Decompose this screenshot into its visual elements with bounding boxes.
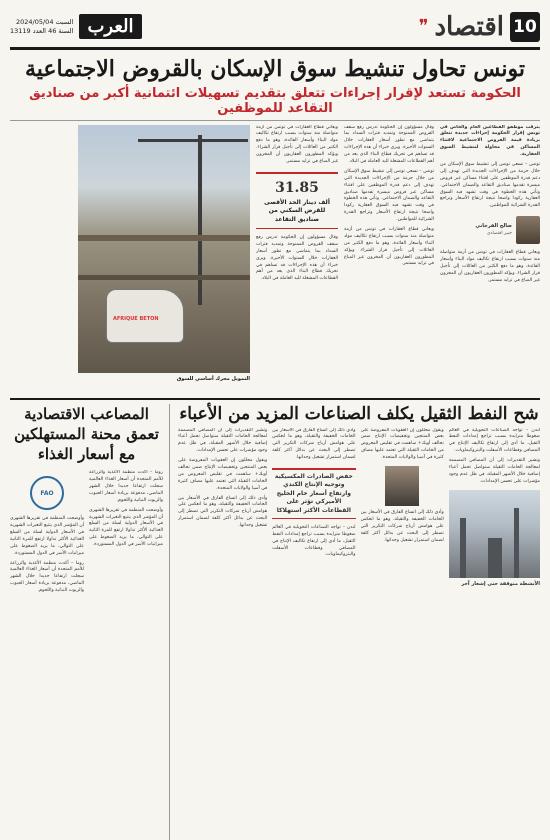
- second-story: [178, 404, 540, 840]
- page-number: 10: [510, 12, 540, 42]
- second-text-1: لندن – تواجه الصناعات التحويلية في العالم ضغوطا متزايدة بسبب تراجع إمدادات النفط الثقيل، ما أدى إلى ارتفاع تكاليف الإنتاج في المصافي وقطاعات الأسفلت والبتروكيماويات.: [449, 428, 540, 456]
- second-text-3b: لندن – تواجه الصناعات التحويلية في العالم ضغوطا متزايدة بسبب تراجع إمدادات النفط الثقيل، ما أدى إلى ارتفاع تكاليف الإنتاج في المصافي وقطاعات الأسفلت والبتروكيماويات.: [272, 525, 355, 559]
- second-column-2: [361, 428, 444, 828]
- crane-arm: [138, 139, 248, 142]
- author-box: [440, 216, 540, 244]
- analyst-photo: [385, 466, 419, 506]
- lead-intro: يترقب موظفو القطاعين العام والخاص في تونس إقرار الحكومة إجراءات جديدة تتعلق بزيادة قيمة القروض الاجتماعية لاقتناء المساكن في محاولة لتنشيط السوق العقارية.: [440, 125, 540, 159]
- section-header: [419, 12, 540, 42]
- side-text-1b: وأوضحت المنظمة في تقريرها الشهري أن المؤشر الذي يتتبع التغيرات الشهرية في الأسعار الدولية لسلة من السلع الغذائية الأكثر تداولا ارتفع للمرة الثانية على التوالي، ما يزيد الضغوط على ميزانيات الأسر في الدول المستوردة.: [89, 508, 163, 549]
- second-story-body: [178, 428, 540, 828]
- author-role: خبير اقتصادي: [475, 231, 512, 238]
- side-column-2: [10, 470, 84, 840]
- section-divider: [10, 398, 540, 400]
- chimney: [460, 518, 466, 578]
- second-text-3: وأدى ذلك إلى اتساع الفارق في الأسعار بين الخامات الخفيفة والثقيلة، وهو ما انعكس على هوامش أرباح شركات التكرير التي تضطر إلى البحث عن بدائل أكثر كلفة لضمان استمرار تشغيل وحداتها.: [272, 428, 355, 462]
- side-text-2b: روما – أكدت منظمة الأغذية والزراعة للأمم المتحدة أن أسعار الغذاء العالمية سجلت ارتفاعا جديدا خلال الشهر الماضي، مدفوعة بزيادة أسعار الحبوب والزيوت النباتية واللحوم.: [10, 561, 84, 595]
- quote-number: 31.85: [258, 178, 336, 199]
- lead-story-body: [10, 125, 540, 390]
- lead-text-1b: ويعاني قطاع العقارات في تونس من أزمة متواصلة منذ سنوات بسبب ارتفاع تكاليف مواد البناء وأسعار الفائدة، وهو ما دفع الكثير من العائلات إلى تأجيل قرار الشراء. ويؤكد المطورون العقاريون أن المخزون غير المباع في تزايد مستمر.: [440, 250, 540, 284]
- lead-text-1: تونس – تسعى تونس إلى تنشيط سوق الإسكان من خلال حزمة من الإجراءات الجديدة التي تهدف إلى دعم قدرة الموظفين على اقتناء مساكن عبر قروض ميسرة تقدمها صناديق التقاعد والضمان الاجتماعي. وتأتي هذه الخطوة في وقت تشهد فيه السوق العقارية ركودا واضحا نتيجة ارتفاع الأسعار وتراجع القدرة الشرائية للمواطنين.: [440, 162, 540, 210]
- second-text-4: وتشير التقديرات إلى أن المصافي المصممة لمعالجة الخامات الثقيلة ستواصل تحمل أعباء إضافية خلال الأشهر المقبلة، في ظل عدم وجود مؤشرات على تحسن الإمدادات.: [178, 428, 267, 456]
- side-text-2: وأوضحت المنظمة في تقريرها الشهري أن المؤشر الذي يتتبع التغيرات الشهرية في الأسعار الدولية لسلة من السلع الغذائية الأكثر تداولا ارتفع للمرة الثانية على التوالي، ما يزيد الضغوط على ميزانيات الأسر في الدول المستوردة.: [10, 516, 84, 557]
- side-text-1: روما – أكدت منظمة الأغذية والزراعة للأمم المتحدة أن أسعار الغذاء العالمية سجلت ارتفاعا جديدا خلال الشهر الماضي، مدفوعة بزيادة أسعار الحبوب والزيوت النباتية واللحوم.: [89, 470, 163, 504]
- side-story: [10, 404, 170, 840]
- lead-subheadline: الحكومة تستعد لإقرار إجراءات تتعلق بتقديم تسهيلات ائتمانية أكبر من صناديق التقاعد للموظفين: [10, 86, 540, 121]
- side-headline: المصاعب الاقتصادية تعمق محنة المستهلكين مع أسعار الغذاء: [10, 404, 163, 465]
- construction-photo: [78, 125, 250, 373]
- masthead: [10, 6, 540, 50]
- tank: [488, 538, 502, 578]
- refinery-photo: [449, 490, 540, 578]
- second-column-3: [272, 428, 355, 828]
- second-headline: شح النفط الثقيل يكلف الصناعات المزيد من الأعباء: [178, 404, 540, 424]
- quote-box: [256, 172, 338, 229]
- second-text-2: ويقول محللون إن العقوبات المفروضة على بعض المنتجين وتخفيضات الإنتاج ضمن تحالف أوبك+ ساهمت في تقليص المعروض من الخامات الثقيلة التي تعتمد عليها مصاف كثيرة في آسيا والولايات المتحدة.: [361, 428, 444, 462]
- issue-info: [10, 18, 73, 35]
- lead-photo-caption: التمويل محرك أساسي للسوق: [78, 376, 250, 382]
- second-text-2b: وأدى ذلك إلى اتساع الفارق في الأسعار بين الخامات الخفيفة والثقيلة، وهو ما انعكس على هوامش أرباح شركات التكرير التي تضطر إلى البحث عن بدائل أكثر كلفة لضمان استمرار تشغيل وحداتها.: [361, 510, 444, 544]
- side-story-body: [10, 470, 163, 840]
- author-avatar: [516, 216, 540, 244]
- second-column-4: [178, 428, 267, 828]
- second-text-4c: وأدى ذلك إلى اتساع الفارق في الأسعار بين الخامات الخفيفة والثقيلة، وهو ما انعكس على هوامش أرباح شركات التكرير التي تضطر إلى البحث عن بدائل أكثر كلفة لضمان استمرار تشغيل وحداتها.: [178, 496, 267, 530]
- quote-mark-icon: ❞: [419, 16, 429, 37]
- section-title: اقتصاد: [434, 12, 504, 42]
- quote-text: ألف دينار الحد الأقصى للقرض السكني من صناديق التقاعد: [258, 199, 336, 224]
- lead-headline: تونس تحاول تنشيط سوق الإسكان بالقروض الاجتماعية: [10, 56, 540, 84]
- second-text-4b: ويقول محللون إن العقوبات المفروضة على بعض المنتجين وتخفيضات الإنتاج ضمن تحالف أوبك+ ساهمت في تقليص المعروض من الخامات الثقيلة التي تعتمد عليها مصاف كثيرة في آسيا والولايات المتحدة.: [178, 458, 267, 492]
- lead-column-2: [344, 125, 434, 390]
- second-text-1b: وتشير التقديرات إلى أن المصافي المصممة لمعالجة الخامات الثقيلة ستواصل تحمل أعباء إضافية خلال الأشهر المقبلة، في ظل عدم وجود مؤشرات على تحسن الإمدادات.: [449, 458, 540, 486]
- scaffold-beam-2: [78, 275, 250, 280]
- side-column-1: [89, 470, 163, 840]
- truck-label: AFRIQUE BETON: [113, 316, 159, 322]
- issue-number: السنة 46 العدد 13119: [10, 27, 73, 35]
- lead-text-2c: ويعاني قطاع العقارات في تونس من أزمة متواصلة منذ سنوات بسبب ارتفاع تكاليف مواد البناء وأسعار الفائدة، وهو ما دفع الكثير من العائلات إلى تأجيل قرار الشراء. ويؤكد المطورون العقاريون أن المخزون غير المباع في تزايد مستمر.: [344, 227, 434, 268]
- brand: [10, 14, 142, 39]
- lead-text-3b: وقال مسؤولون إن الحكومة تدرس رفع سقف القروض الممنوحة وتمديد فترات السداد بما يتماشى مع تطور أسعار العقارات خلال السنوات الأخيرة. ويرى خبراء أن هذه الإجراءات قد تساهم في تحريك قطاع البناء الذي يعد من أهم القطاعات المشغلة لليد العاملة في البلاد.: [256, 235, 338, 283]
- second-photo-caption: الأنشطة متوقفة حتى إشعار آخر: [449, 581, 540, 589]
- lower-section: [10, 404, 540, 840]
- newspaper-logo: العرب: [79, 14, 141, 39]
- author-name: صالح الفرجاني: [475, 223, 512, 231]
- concrete-truck: [106, 289, 184, 343]
- lead-text-2b: تونس – تسعى تونس إلى تنشيط سوق الإسكان من خلال حزمة من الإجراءات الجديدة التي تهدف إلى دعم قدرة الموظفين على اقتناء مساكن عبر قروض ميسرة تقدمها صناديق التقاعد والضمان الاجتماعي. وتأتي هذه الخطوة في وقت تشهد فيه السوق العقارية ركودا واضحا نتيجة ارتفاع الأسعار وتراجع القدرة الشرائية للمواطنين.: [344, 169, 434, 224]
- lead-column-3: [256, 125, 338, 390]
- fao-logo-icon: FAO: [30, 476, 64, 510]
- lead-text-3: ويعاني قطاع العقارات في تونس من أزمة متواصلة منذ سنوات بسبب ارتفاع تكاليف مواد البناء وأسعار الفائدة، وهو ما دفع الكثير من العائلات إلى تأجيل قرار الشراء. ويؤكد المطورون العقاريون أن المخزون غير المباع في تزايد مستمر.: [256, 125, 338, 166]
- lead-text-2: وقال مسؤولون إن الحكومة تدرس رفع سقف القروض الممنوحة وتمديد فترات السداد بما يتماشى مع تطور أسعار العقارات خلال السنوات الأخيرة. ويرى خبراء أن هذه الإجراءات قد تساهم في تحريك قطاع البناء الذي يعد من أهم القطاعات المشغلة لليد العاملة في البلاد.: [344, 125, 434, 166]
- lead-column-1: [440, 125, 540, 390]
- second-column-1: [449, 428, 540, 828]
- second-pull-quote: خفض الصادرات المكسيكية وتوجيه الإنتاج الكندي وارتفاع أسعار خام الخليج الأميركي تؤثر على القطاعات الأكثر استهلاكا: [272, 468, 355, 519]
- scaffold-beam: [78, 235, 250, 241]
- lead-photo-block: [78, 125, 250, 390]
- issue-date: السبت 2024/05/04: [10, 18, 73, 26]
- chimney-2: [514, 508, 519, 578]
